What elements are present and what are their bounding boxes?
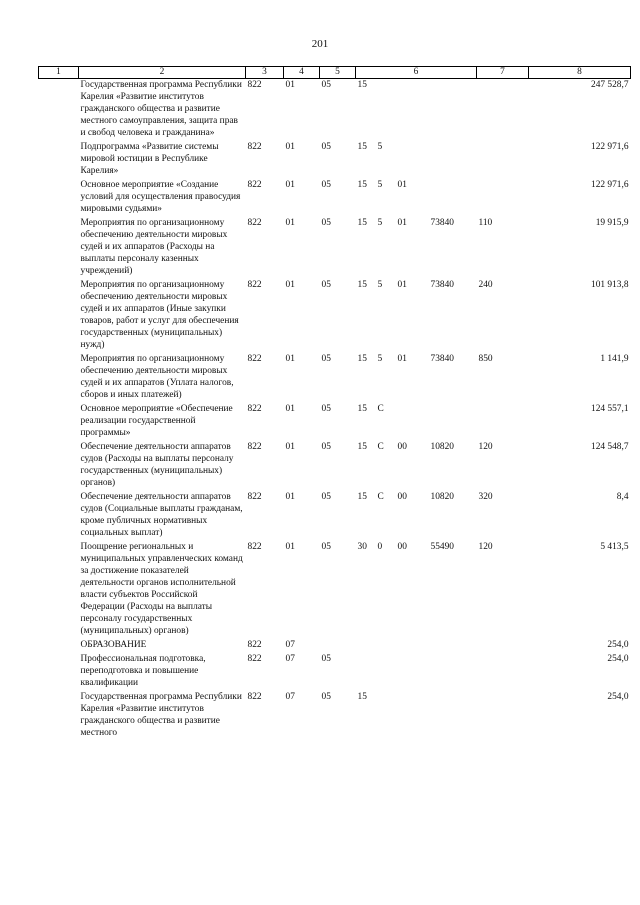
- header-row: [39, 67, 631, 79]
- row-amount: 122 971,6: [591, 142, 629, 152]
- subsection-code: 05: [321, 218, 331, 228]
- row-name: Мероприятия по организационному обеспечению деятельности мировых судей и их аппаратов (Расходы на выплаты персоналу казенных учреждений): [80, 218, 228, 276]
- row-name: Государственная программа Республики Карелия «Развитие институтов гражданского общества и развитие местного самоуправления, защита прав и свобод человека и гражданина»: [80, 80, 242, 138]
- subprogram-code: 5: [377, 142, 383, 152]
- dept-code: 822: [247, 654, 262, 664]
- table-row: [39, 653, 631, 691]
- expense-type-code: [477, 141, 529, 179]
- program-code: 15: [357, 180, 367, 190]
- direction-code: 10820: [430, 492, 454, 502]
- dept-code: 822: [247, 542, 262, 552]
- row-amount: 247 528,7: [591, 80, 629, 90]
- row-number-cell: [39, 639, 79, 653]
- subprogram-code: [376, 653, 396, 691]
- row-number-cell: [39, 441, 79, 491]
- dept-code: 822: [247, 640, 262, 650]
- direction-code: 73840: [430, 280, 454, 290]
- subsection-code: 05: [321, 404, 331, 414]
- section-code: 01: [285, 354, 295, 364]
- subprogram-code: 5: [377, 180, 383, 190]
- dept-code: 822: [247, 492, 262, 502]
- dept-code: 822: [247, 80, 262, 90]
- subsection-code: 05: [321, 492, 331, 502]
- activity-code: 01: [397, 280, 407, 290]
- program-code: 15: [357, 492, 367, 502]
- table-row: [39, 79, 631, 142]
- section-code: 01: [285, 492, 295, 502]
- program-code: 15: [357, 442, 367, 452]
- activity-code: 00: [397, 542, 407, 552]
- table-row: [39, 217, 631, 279]
- dept-code: 822: [247, 280, 262, 290]
- subprogram-code: С: [377, 492, 384, 502]
- header-col-5: 5: [320, 67, 356, 79]
- direction-code: 73840: [430, 218, 454, 228]
- subsection-code: 05: [321, 280, 331, 290]
- table-row: [39, 179, 631, 217]
- table-row: [39, 141, 631, 179]
- table-row: [39, 491, 631, 541]
- row-number-cell: [39, 353, 79, 403]
- program-code: [356, 653, 376, 691]
- direction-code: [429, 179, 477, 217]
- row-amount: 101 913,8: [591, 280, 629, 290]
- activity-code: [396, 639, 429, 653]
- table-row: [39, 441, 631, 491]
- header-col-3: 3: [246, 67, 284, 79]
- dept-code: 822: [247, 404, 262, 414]
- subprogram-code: С: [377, 404, 384, 414]
- activity-code: 01: [397, 218, 407, 228]
- row-number-cell: [39, 217, 79, 279]
- direction-code: [429, 653, 477, 691]
- program-code: 15: [357, 692, 367, 702]
- subsection-code: 05: [321, 542, 331, 552]
- row-amount: 124 557,1: [591, 404, 629, 414]
- expense-type-code: 110: [478, 218, 493, 228]
- program-code: 15: [357, 354, 367, 364]
- row-amount: 254,0: [607, 692, 629, 702]
- row-number-cell: [39, 403, 79, 441]
- section-code: 01: [285, 280, 295, 290]
- row-amount: 5 413,5: [600, 542, 629, 552]
- row-amount: 124 548,7: [591, 442, 629, 452]
- program-code: 15: [357, 80, 367, 90]
- section-code: 01: [285, 404, 295, 414]
- row-name: Поощрение региональных и муниципальных управленческих команд за достижение показателей деятельности органов исполнительной власти субъектов Российской Федерации (Расходы на выплаты персоналу государственных (муниципальных) органов): [80, 542, 243, 636]
- table-row: [39, 691, 631, 741]
- header-col-2: 2: [79, 67, 246, 79]
- row-number-cell: [39, 691, 79, 741]
- section-code: 01: [285, 218, 295, 228]
- row-name: Основное мероприятие «Создание условий для осуществления правосудия мировыми судьями»: [80, 180, 241, 214]
- subprogram-code: 5: [377, 218, 383, 228]
- subprogram-code: 5: [377, 280, 383, 290]
- expense-type-code: [477, 79, 529, 142]
- dept-code: 822: [247, 218, 262, 228]
- row-number-cell: [39, 653, 79, 691]
- dept-code: 822: [247, 442, 262, 452]
- table-body: [39, 79, 631, 742]
- subsection-code: [320, 639, 356, 653]
- activity-code: 01: [397, 180, 407, 190]
- page-number: 201: [311, 38, 329, 50]
- dept-code: 822: [247, 142, 262, 152]
- row-amount: 122 971,6: [591, 180, 629, 190]
- header-col-1: 1: [39, 67, 79, 79]
- section-code: 01: [285, 142, 295, 152]
- row-number-cell: [39, 541, 79, 639]
- section-code: 01: [285, 180, 295, 190]
- row-name: Государственная программа Республики Карелия «Развитие институтов гражданского общества и развитие местного: [80, 692, 242, 738]
- subprogram-code: [376, 639, 396, 653]
- row-name: ОБРАЗОВАНИЕ: [80, 640, 147, 650]
- dept-code: 822: [247, 692, 262, 702]
- direction-code: [429, 403, 477, 441]
- direction-code: [429, 79, 477, 142]
- section-code: 01: [285, 442, 295, 452]
- subprogram-code: 5: [377, 354, 383, 364]
- subsection-code: 05: [321, 142, 331, 152]
- row-name: Профессиональная подготовка, переподготовка и повышение квалификации: [80, 654, 206, 688]
- header-col-8: 8: [529, 67, 631, 79]
- table-row: [39, 279, 631, 353]
- program-code: [356, 639, 376, 653]
- subsection-code: 05: [321, 692, 331, 702]
- direction-code: 10820: [430, 442, 454, 452]
- table-row: [39, 403, 631, 441]
- budget-table: [38, 66, 631, 741]
- expense-type-code: [477, 691, 529, 741]
- subprogram-code: [376, 79, 396, 142]
- subsection-code: 05: [321, 442, 331, 452]
- section-code: 01: [285, 80, 295, 90]
- program-code: 15: [357, 404, 367, 414]
- subsection-code: 05: [321, 354, 331, 364]
- activity-code: 01: [397, 354, 407, 364]
- program-code: 15: [357, 280, 367, 290]
- activity-code: [396, 691, 429, 741]
- row-name: Мероприятия по организационному обеспечению деятельности мировых судей и их аппаратов (Иные закупки товаров, работ и услуг для обеспечения государственных (муниципальных) нужд): [80, 280, 239, 350]
- expense-type-code: 240: [478, 280, 493, 290]
- row-name: Основное мероприятие «Обеспечение реализации государственной программы»: [80, 404, 233, 438]
- direction-code: 73840: [430, 354, 454, 364]
- row-name: Обеспечение деятельности аппаратов судов (Социальные выплаты гражданам, кроме публичных нормативных социальных выплат): [80, 492, 243, 538]
- row-amount: 1 141,9: [600, 354, 629, 364]
- row-name: Мероприятия по организационному обеспечению деятельности мировых судей и их аппаратов (Уплата налогов, сборов и иных платежей): [80, 354, 234, 400]
- expense-type-code: 320: [478, 492, 493, 502]
- direction-code: [429, 141, 477, 179]
- section-code: 07: [285, 692, 295, 702]
- direction-code: 55490: [430, 542, 454, 552]
- dept-code: 822: [247, 354, 262, 364]
- expense-type-code: 850: [478, 354, 493, 364]
- subsection-code: 05: [321, 654, 331, 664]
- row-name: Подпрограмма «Развитие системы мировой юстиции в Республике Карелия»: [80, 142, 219, 176]
- section-code: 07: [285, 640, 295, 650]
- direction-code: [429, 691, 477, 741]
- activity-code: 00: [397, 442, 407, 452]
- table-row: [39, 541, 631, 639]
- expense-type-code: [477, 639, 529, 653]
- dept-code: 822: [247, 180, 262, 190]
- section-code: 07: [285, 654, 295, 664]
- subsection-code: 05: [321, 180, 331, 190]
- subprogram-code: [376, 691, 396, 741]
- row-number-cell: [39, 179, 79, 217]
- subprogram-code: С: [377, 442, 384, 452]
- expense-type-code: 120: [478, 442, 493, 452]
- expense-type-code: [477, 179, 529, 217]
- row-number-cell: [39, 79, 79, 142]
- row-number-cell: [39, 141, 79, 179]
- row-amount: 19 915,9: [595, 218, 629, 228]
- subsection-code: 05: [321, 80, 331, 90]
- activity-code: [396, 653, 429, 691]
- activity-code: 00: [397, 492, 407, 502]
- section-code: 01: [285, 542, 295, 552]
- activity-code: [396, 403, 429, 441]
- expense-type-code: [477, 403, 529, 441]
- header-col-4: 4: [284, 67, 320, 79]
- subprogram-code: 0: [377, 542, 383, 552]
- activity-code: [396, 79, 429, 142]
- program-code: 30: [357, 542, 367, 552]
- activity-code: [396, 141, 429, 179]
- header-col-7: 7: [477, 67, 529, 79]
- row-number-cell: [39, 491, 79, 541]
- program-code: 15: [357, 218, 367, 228]
- row-amount: 254,0: [607, 654, 629, 664]
- row-number-cell: [39, 279, 79, 353]
- expense-type-code: 120: [478, 542, 493, 552]
- program-code: 15: [357, 142, 367, 152]
- table-row: [39, 639, 631, 653]
- header-col-6: 6: [356, 67, 477, 79]
- row-name: Обеспечение деятельности аппаратов судов (Расходы на выплаты персоналу государственных (муниципальных) органов): [80, 442, 234, 488]
- row-amount: 8,4: [616, 492, 629, 502]
- row-amount: 254,0: [607, 640, 629, 650]
- expense-type-code: [477, 653, 529, 691]
- direction-code: [429, 639, 477, 653]
- table-row: [39, 353, 631, 403]
